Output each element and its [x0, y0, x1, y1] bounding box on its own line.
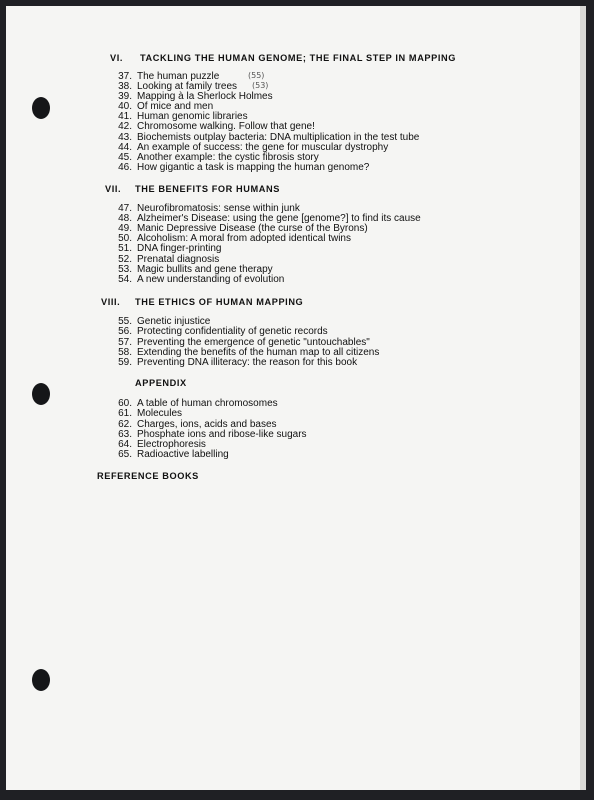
section-numeral: VIII.: [101, 297, 121, 307]
list-item: 56. Protecting confidentiality of genetic records: [118, 326, 328, 337]
section-heading: [110, 53, 456, 63]
punch-hole: [32, 97, 50, 119]
list-item: 60. A table of human chromosomes: [118, 398, 278, 409]
list-item: 46. How gigantic a task is mapping the human genome?: [118, 162, 370, 173]
list-item: 44. An example of success: the gene for muscular dystrophy: [118, 142, 389, 153]
list-item: 50. Alcoholism: A moral from adopted identical twins: [118, 233, 351, 244]
section-heading: [105, 184, 280, 194]
reference-heading: REFERENCE BOOKS: [97, 471, 199, 481]
list-item: 52. Prenatal diagnosis: [118, 254, 220, 265]
list-item: 43. Biochemists outplay bacteria: DNA multiplication in the test tube: [118, 132, 420, 143]
list-item: 65. Radioactive labelling: [118, 449, 229, 460]
page-edge: [580, 6, 586, 790]
document-page: [6, 6, 580, 790]
handwritten-note: (53): [252, 81, 269, 90]
list-item: 59. Preventing DNA illiteracy: the reason for this book: [118, 357, 358, 368]
list-item: 49. Manic Depressive Disease (the curse of the Byrons): [118, 223, 368, 234]
punch-hole: [32, 669, 50, 691]
list-item: 54. A new understanding of evolution: [118, 274, 285, 285]
list-item: 48. Alzheimer's Disease: using the gene [genome?] to find its cause: [118, 213, 421, 224]
section-title: TACKLING THE HUMAN GENOME; THE FINAL STEP IN MAPPING: [140, 53, 457, 63]
list-item: 63. Phosphate ions and ribose-like sugars: [118, 429, 307, 440]
section-title: THE BENEFITS FOR HUMANS: [135, 184, 280, 194]
list-item: 61. Molecules: [118, 408, 183, 419]
list-item: 45. Another example: the cystic fibrosis story: [118, 152, 319, 163]
list-item: 53. Magic bullits and gene therapy: [118, 264, 273, 275]
list-item: 37. The human puzzle: [118, 71, 220, 82]
punch-hole: [32, 383, 50, 405]
handwritten-note: (55): [248, 71, 265, 80]
section-title: APPENDIX: [135, 378, 187, 388]
section-numeral: VI.: [110, 53, 124, 63]
list-item: 55. Genetic injustice: [118, 316, 211, 327]
list-item: 39. Mapping à la Sherlock Holmes: [118, 91, 273, 102]
list-item: 64. Electrophoresis: [118, 439, 206, 450]
list-item: 51. DNA finger-printing: [118, 243, 222, 254]
list-item: 57. Preventing the emergence of genetic "untouchables": [118, 337, 370, 348]
list-item: 62. Charges, ions, acids and bases: [118, 419, 277, 430]
list-item: 38. Looking at family trees: [118, 81, 238, 92]
section-heading: [135, 378, 187, 388]
list-item: 42. Chromosome walking. Follow that gene!: [118, 121, 315, 132]
section-title: THE ETHICS OF HUMAN MAPPING: [135, 297, 304, 307]
list-item: 41. Human genomic libraries: [118, 111, 248, 122]
list-item: 58. Extending the benefits of the human map to all citizens: [118, 347, 380, 358]
section-numeral: VII.: [105, 184, 122, 194]
section-heading: [101, 297, 303, 307]
list-item: 40. Of mice and men: [118, 101, 214, 112]
list-item: 47. Neurofibromatosis: sense within junk: [118, 203, 300, 214]
